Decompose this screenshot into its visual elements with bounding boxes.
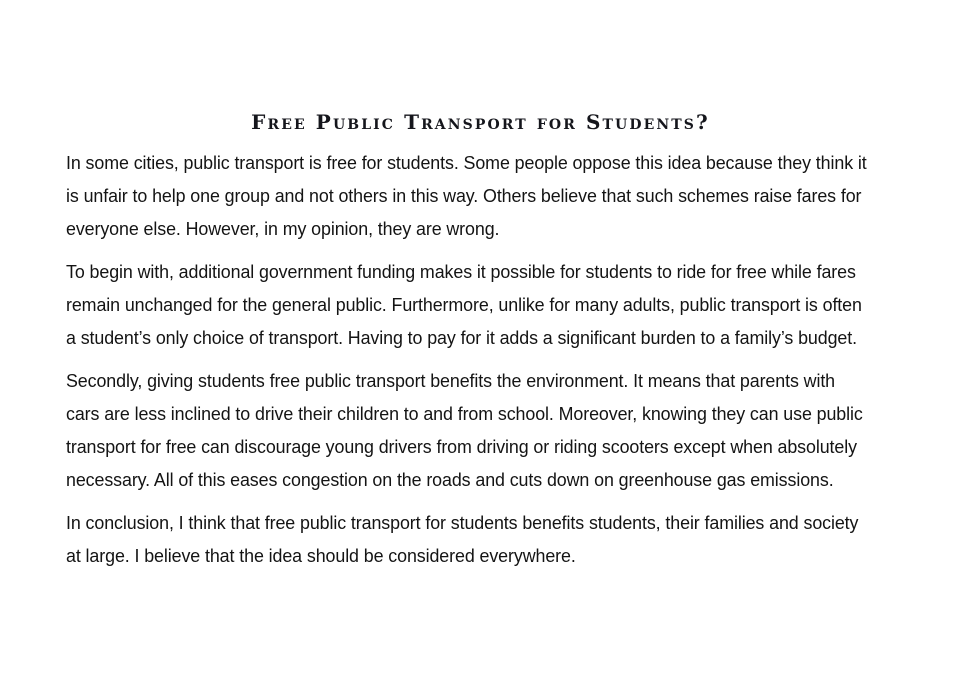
paragraph-4: In conclusion, I think that free public transport for students benefits students, their families and society at large. I believe that the idea should be considered everywhere. <box>66 512 859 566</box>
paragraph-2: To begin with, additional government funding makes it possible for students to ride for free while fares remain unchanged for the general public. Furthermore, unlike for many adults, public transport is often a student’s only choice of transport. Having to pay for it adds a significant burden to a family’s budget. <box>66 261 862 348</box>
document-body <box>66 146 901 572</box>
paragraph-1: In some cities, public transport is free for students. Some people oppose this idea because they think it is unfair to help one group and not others in this way. Others believe that such schemes raise fares for everyone else. However, in my opinion, they are wrong. <box>66 152 867 239</box>
page-title: Free Public Transport for Students? <box>251 110 710 134</box>
paragraph-3: Secondly, giving students free public transport benefits the environment. It means that parents with cars are less inclined to drive their children to and from school. Moreover, knowing they can use public transport for free can discourage young drivers from driving or riding scooters except when absolutely necessary. All of this eases congestion on the roads and cuts down on greenhouse gas emissions. <box>66 370 863 490</box>
